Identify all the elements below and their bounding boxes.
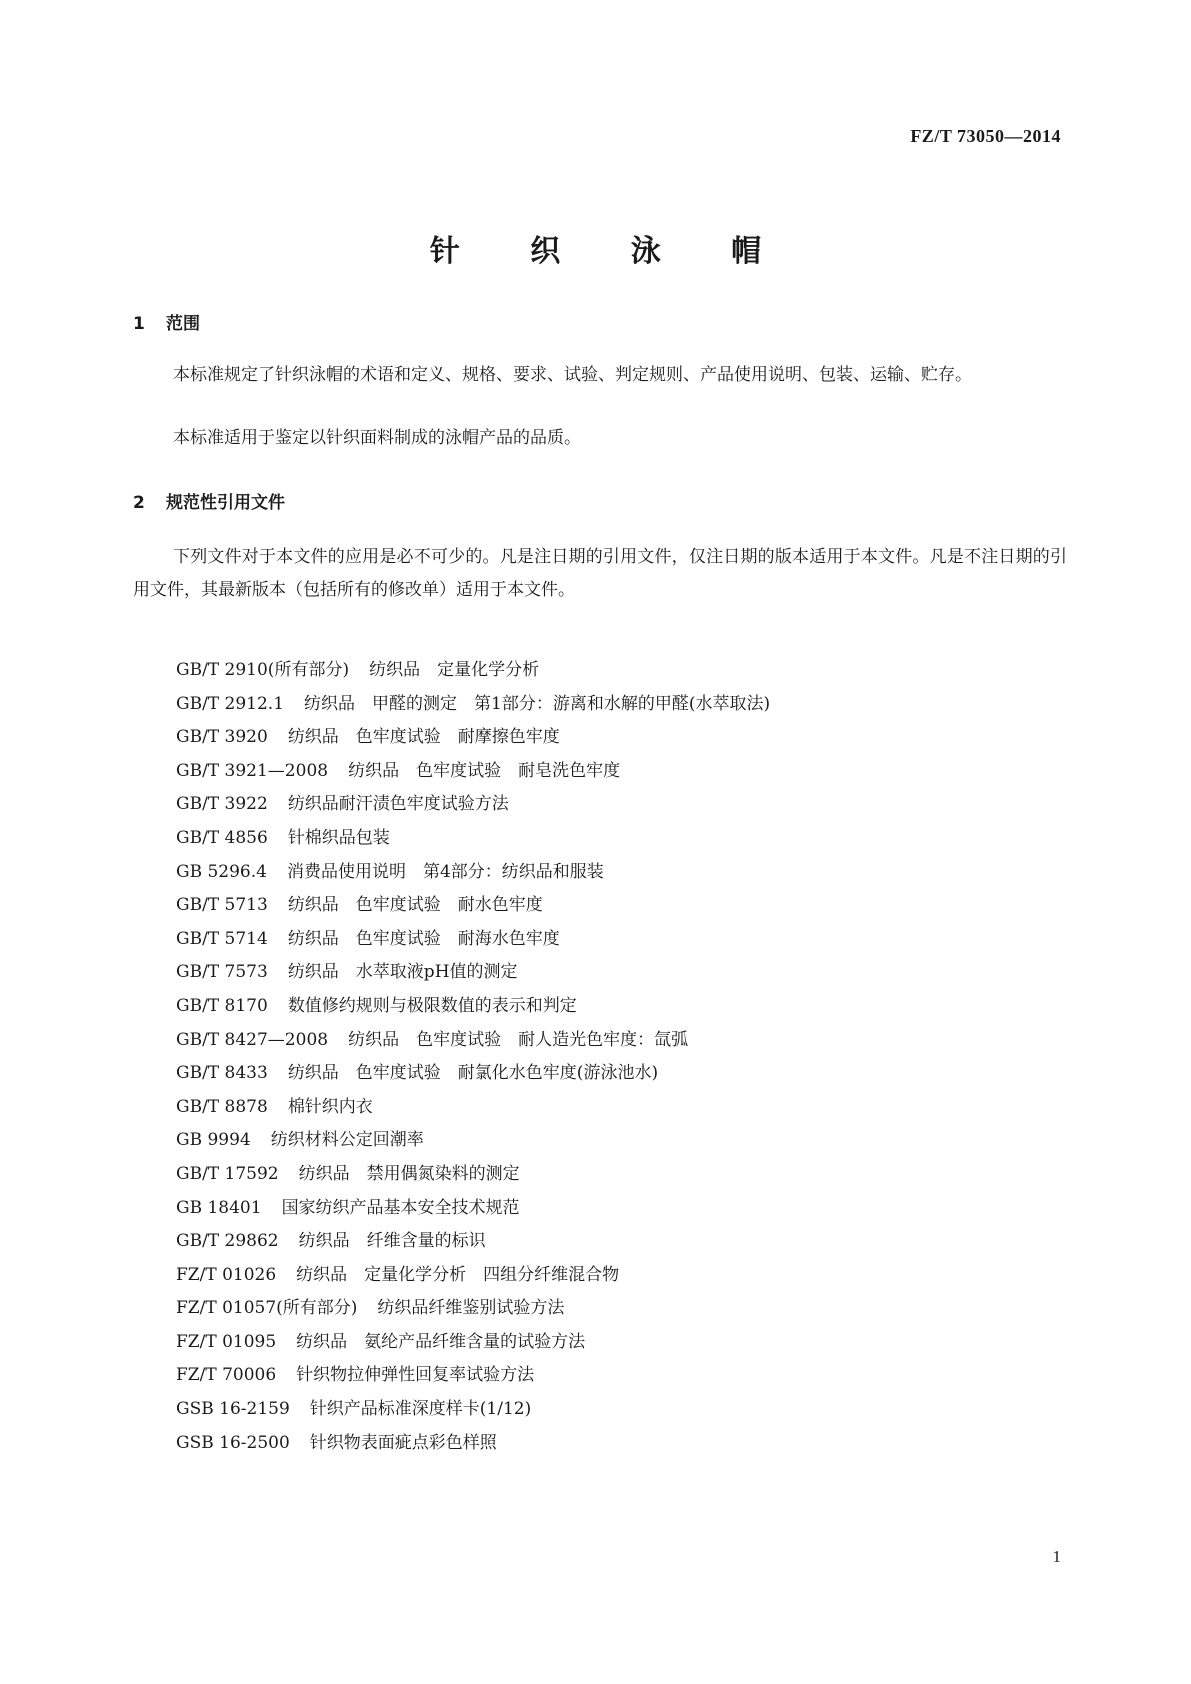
reference-item bbox=[176, 1158, 770, 1192]
reference-code: GB/T 4856 bbox=[176, 827, 268, 848]
reference-title: 纺织品 色牢度试验 耐人造光色牢度：氙弧 bbox=[348, 1029, 689, 1050]
reference-item bbox=[176, 856, 770, 890]
reference-code: GSB 16-2500 bbox=[176, 1432, 290, 1453]
reference-code: GB/T 29862 bbox=[176, 1231, 279, 1252]
page-number: 1 bbox=[1052, 1547, 1061, 1566]
reference-title: 数值修约规则与极限数值的表示和判定 bbox=[287, 995, 577, 1016]
reference-item bbox=[176, 889, 770, 923]
reference-item bbox=[176, 1057, 770, 1091]
reference-code: GB/T 8878 bbox=[176, 1096, 268, 1117]
reference-item bbox=[176, 1359, 770, 1393]
reference-title: 纺织品 色牢度试验 耐水色牢度 bbox=[287, 895, 543, 916]
reference-title: 纺织品 定量化学分析 四组分纤维混合物 bbox=[296, 1264, 620, 1285]
reference-code: GB/T 7573 bbox=[176, 962, 268, 983]
reference-code: FZ/T 01026 bbox=[176, 1264, 277, 1285]
reference-code: GB/T 2912.1 bbox=[176, 693, 285, 714]
section-title: 范围 bbox=[166, 314, 200, 334]
reference-title: 纺织品 水萃取液pH值的测定 bbox=[287, 962, 518, 983]
reference-code: FZ/T 01057(所有部分) bbox=[176, 1298, 358, 1319]
reference-item bbox=[176, 990, 770, 1024]
reference-title: 纺织品纤维鉴别试验方法 bbox=[377, 1298, 565, 1319]
document-title: 针 织 泳 帽 bbox=[429, 234, 792, 269]
section-number: 1 bbox=[133, 314, 145, 334]
reference-title: 纺织品 色牢度试验 耐氯化水色牢度(游泳池水) bbox=[287, 1063, 659, 1084]
reference-title: 纺织品 氨纶产品纤维含量的试验方法 bbox=[296, 1331, 586, 1352]
reference-item bbox=[176, 1259, 770, 1293]
reference-code: GB/T 17592 bbox=[176, 1163, 279, 1184]
reference-code: GB/T 3921—2008 bbox=[176, 760, 329, 781]
reference-title: 纺织品 禁用偶氮染料的测定 bbox=[298, 1163, 520, 1184]
reference-item bbox=[176, 822, 770, 856]
section-title: 规范性引用文件 bbox=[166, 493, 285, 513]
reference-title: 纺织品 色牢度试验 耐摩擦色牢度 bbox=[287, 727, 560, 748]
reference-title: 棉针织内衣 bbox=[287, 1096, 373, 1117]
reference-title: 消费品使用说明 第4部分：纺织品和服装 bbox=[286, 861, 604, 882]
reference-item bbox=[176, 1091, 770, 1125]
reference-title: 国家纺织产品基本安全技术规范 bbox=[281, 1197, 520, 1218]
reference-code: GB 18401 bbox=[176, 1197, 262, 1218]
reference-item bbox=[176, 1427, 770, 1461]
reference-code: GB/T 8433 bbox=[176, 1063, 268, 1084]
reference-item bbox=[176, 956, 770, 990]
reference-item bbox=[176, 721, 770, 755]
section-2-heading bbox=[133, 488, 285, 513]
reference-title: 针织物拉伸弹性回复率试验方法 bbox=[296, 1365, 535, 1386]
reference-item bbox=[176, 1326, 770, 1360]
section-1-paragraph-2: 本标准适用于鉴定以针织面料制成的泳帽产品的品质。 bbox=[173, 428, 581, 448]
reference-title: 针棉织品包装 bbox=[287, 827, 390, 848]
reference-code: FZ/T 70006 bbox=[176, 1365, 277, 1386]
section-1-paragraph-1: 本标准规定了针织泳帽的术语和定义、规格、要求、试验、判定规则、产品使用说明、包装、运输、贮存。 bbox=[173, 365, 972, 385]
reference-title: 纺织品耐汗渍色牢度试验方法 bbox=[287, 794, 509, 815]
reference-item bbox=[176, 755, 770, 789]
reference-title: 纺织品 色牢度试验 耐皂洗色牢度 bbox=[348, 760, 621, 781]
reference-item bbox=[176, 1024, 770, 1058]
reference-item bbox=[176, 1292, 770, 1326]
reference-title: 纺织品 纤维含量的标识 bbox=[298, 1231, 486, 1252]
reference-item bbox=[176, 1225, 770, 1259]
normative-references-list bbox=[176, 654, 770, 1460]
reference-code: GSB 16-2159 bbox=[176, 1399, 290, 1420]
reference-title: 纺织品 甲醛的测定 第1部分：游离和水解的甲醛(水萃取法) bbox=[304, 693, 771, 714]
reference-title: 纺织品 色牢度试验 耐海水色牢度 bbox=[287, 928, 560, 949]
section-2-paragraph-1: 下列文件对于本文件的应用是必不可少的。凡是注日期的引用文件，仅注日期的版本适用于本文件。凡是不注日期的引用文件，其最新版本（包括所有的修改单）适用于本文件。 bbox=[133, 547, 1067, 600]
reference-title: 针织产品标准深度样卡(1/12) bbox=[309, 1399, 532, 1420]
reference-code: FZ/T 01095 bbox=[176, 1331, 277, 1352]
reference-item bbox=[176, 923, 770, 957]
reference-title: 纺织品 定量化学分析 bbox=[369, 660, 540, 680]
reference-code: GB 9994 bbox=[176, 1130, 251, 1151]
reference-item bbox=[176, 1192, 770, 1226]
reference-item bbox=[176, 688, 770, 722]
standard-code: FZ/T 73050—2014 bbox=[910, 126, 1061, 146]
section-number: 2 bbox=[133, 493, 145, 513]
reference-code: GB/T 5714 bbox=[176, 928, 268, 949]
reference-code: GB 5296.4 bbox=[176, 861, 267, 882]
reference-title: 纺织材料公定回潮率 bbox=[270, 1130, 424, 1151]
reference-title: 针织物表面疵点彩色样照 bbox=[309, 1432, 497, 1453]
reference-code: GB/T 8170 bbox=[176, 995, 268, 1016]
reference-code: GB/T 3920 bbox=[176, 727, 268, 748]
reference-code: GB/T 5713 bbox=[176, 895, 268, 916]
reference-item bbox=[176, 1124, 770, 1158]
reference-item bbox=[176, 1393, 770, 1427]
section-1-heading bbox=[133, 309, 200, 334]
reference-code: GB/T 8427—2008 bbox=[176, 1029, 329, 1050]
reference-item bbox=[176, 654, 770, 688]
reference-code: GB/T 3922 bbox=[176, 794, 268, 815]
reference-code: GB/T 2910(所有部分) bbox=[176, 660, 350, 680]
reference-item bbox=[176, 788, 770, 822]
